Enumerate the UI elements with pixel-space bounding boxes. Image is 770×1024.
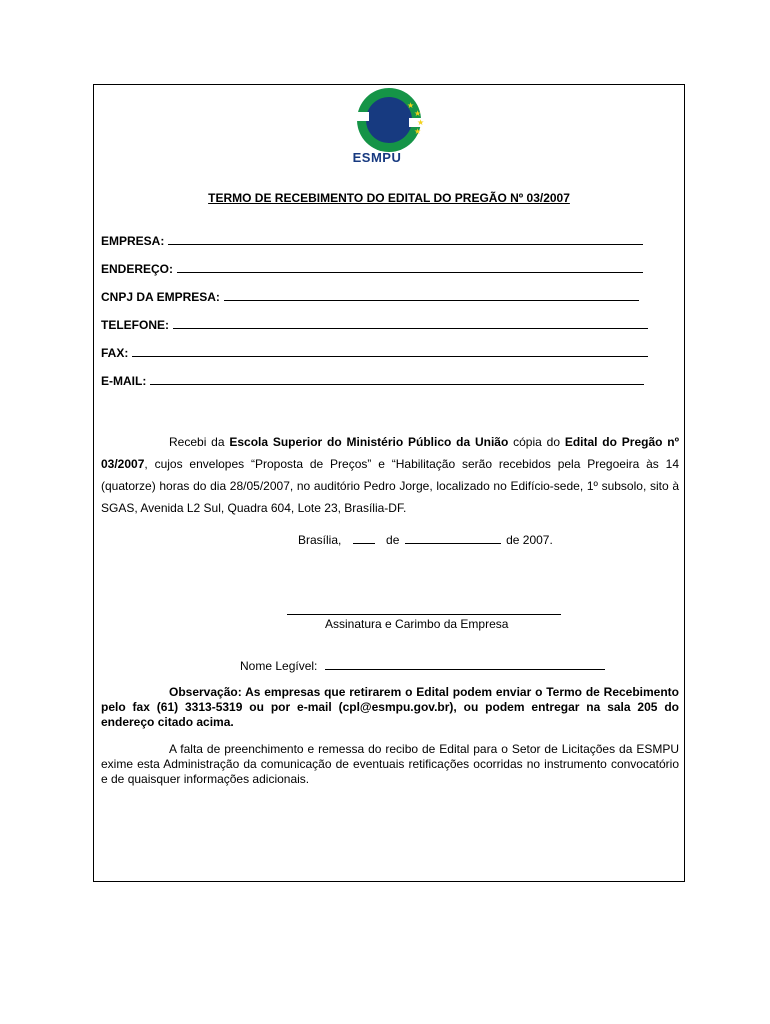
date-line (298, 533, 553, 547)
paragraph-bold-institution: Escola Superior do Ministério Público da União (229, 435, 509, 449)
paragraph-text: Recebi da (169, 435, 230, 449)
receipt-paragraph (101, 431, 679, 519)
logo-emblem-icon (333, 84, 437, 154)
field-telefone[interactable] (101, 318, 648, 332)
month-blank[interactable] (405, 533, 501, 544)
svg-text:★: ★ (407, 101, 415, 110)
observation-text (101, 685, 679, 730)
note-text (101, 742, 679, 787)
field-label: TELEFONE: (101, 318, 169, 332)
legible-name-blank[interactable] (325, 659, 605, 670)
svg-text:★: ★ (414, 127, 422, 136)
date-year: de 2007. (506, 533, 553, 547)
signature-line[interactable] (287, 614, 561, 615)
field-empresa[interactable] (101, 234, 643, 248)
svg-text:★: ★ (417, 118, 425, 127)
field-fax[interactable] (101, 346, 648, 360)
svg-text:★: ★ (414, 109, 422, 118)
date-de: de (386, 533, 400, 547)
field-line[interactable] (224, 290, 639, 301)
document-title: TERMO DE RECEBIMENTO DO EDITAL DO PREGÃO Nº 03/2007 (208, 191, 570, 205)
signature-label: Assinatura e Carimbo da Empresa (325, 617, 509, 631)
field-line[interactable] (177, 262, 643, 273)
observation-body: Observação: As empresas que retirarem o Edital podem enviar o Termo de Recebimento pelo fax (61) 3313-5319 ou por e-mail (cpl@esmpu.gov.br), ou podem entregar na sala 205 do endereço citado acima. (101, 685, 679, 729)
field-label: FAX: (101, 346, 129, 360)
field-label: ENDEREÇO: (101, 262, 174, 276)
esmpu-logo (333, 84, 437, 166)
logo-text: ESMPU (352, 150, 402, 165)
date-city: Brasília, (298, 533, 342, 547)
field-label: EMPRESA: (101, 234, 165, 248)
note-body: A falta de preenchimento e remessa do recibo de Edital para o Setor de Licitações da ESMPU exime esta Administração da comunicação de eventuais retificações ocorridas no instrumento convocatório e de quaisquer informações adicionais. (101, 742, 679, 786)
field-label: E-MAIL: (101, 374, 147, 388)
field-line[interactable] (132, 346, 648, 357)
paragraph-text: , cujos envelopes “Proposta de Preços” e “Habilitação serão recebidos pela Pregoeira às 14 (quatorze) horas do dia 28/05/2007, no auditório Pedro Jorge, localizado no Edifício-sede, 1º subsolo, sito à SGAS, Avenida L2 Sul, Quadra 604, Lote 23, Brasília-DF. (101, 457, 679, 515)
field-label: CNPJ DA EMPRESA: (101, 290, 220, 304)
field-endereco[interactable] (101, 262, 643, 276)
day-blank[interactable] (353, 533, 375, 544)
legible-name-line[interactable] (240, 659, 605, 673)
field-line[interactable] (168, 234, 643, 245)
field-line[interactable] (150, 374, 644, 385)
field-line[interactable] (173, 318, 648, 329)
field-email[interactable] (101, 374, 644, 388)
field-cnpj[interactable] (101, 290, 639, 304)
legible-name-label: Nome Legível: (240, 659, 318, 673)
paragraph-bold-edital: Edital do Pregão nº 03/2007 (101, 435, 679, 471)
paragraph-text: cópia do (508, 435, 565, 449)
